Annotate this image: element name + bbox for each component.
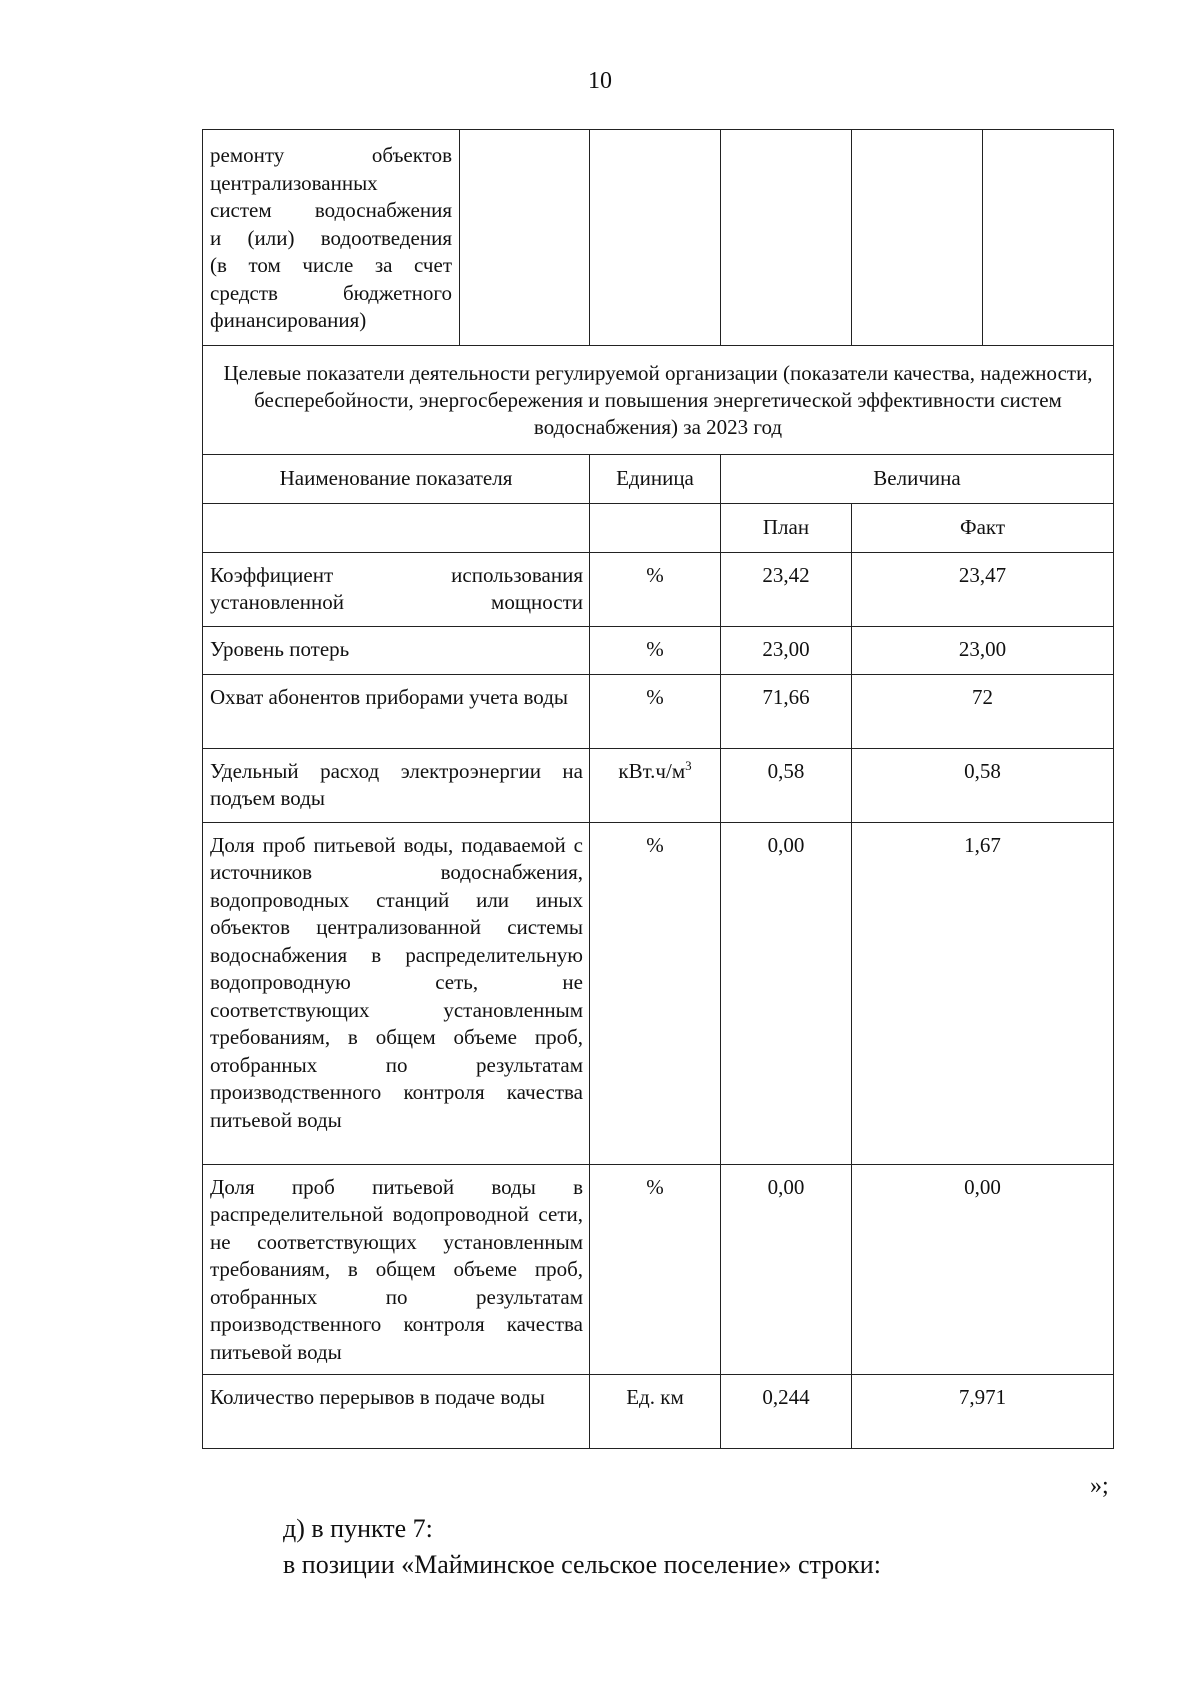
indicator-fact: 1,67 bbox=[852, 822, 1114, 1164]
empty-cell bbox=[721, 130, 852, 346]
header-value: Величина bbox=[721, 454, 1114, 503]
header-plan: План bbox=[721, 503, 852, 552]
indicator-name: Доля проб питьевой воды, подаваемой с источников водоснабжения, водопроводных станций или иных объектов централизованной системы водоснабжения в распределительную водопроводную сеть, не соответствующих установленным требованиям, в общем объеме проб, отобранных по результатам производственного контроля качества питьевой воды bbox=[203, 822, 590, 1164]
indicator-name: Удельный расход электроэнергии на подъем воды bbox=[203, 748, 590, 822]
table-row bbox=[203, 552, 1114, 626]
empty-cell bbox=[590, 130, 721, 346]
table-row bbox=[203, 822, 1114, 1164]
indicator-fact: 72 bbox=[852, 674, 1114, 748]
continuation-row bbox=[203, 130, 1114, 346]
indicator-plan: 0,58 bbox=[721, 748, 852, 822]
indicator-unit: $кВт.ч/м^3$ bbox=[590, 748, 721, 822]
continuation-line: (в том числе за счет bbox=[210, 253, 452, 277]
continuation-line: финансирования) bbox=[210, 308, 367, 332]
subheader-empty bbox=[203, 503, 590, 552]
indicator-plan: 23,00 bbox=[721, 626, 852, 674]
indicator-plan: 0,00 bbox=[721, 1164, 852, 1375]
indicator-unit: % bbox=[590, 674, 721, 748]
indicator-plan: 0,00 bbox=[721, 822, 852, 1164]
subheader-empty bbox=[590, 503, 721, 552]
indicator-unit: % bbox=[590, 1164, 721, 1375]
indicator-name: Охват абонентов приборами учета воды bbox=[203, 674, 590, 748]
indicator-fact: 23,00 bbox=[852, 626, 1114, 674]
section-heading-row bbox=[203, 345, 1114, 454]
empty-cell bbox=[852, 130, 983, 346]
header-unit: Единица bbox=[590, 454, 721, 503]
table-row bbox=[203, 1375, 1114, 1449]
paragraph-amendment: д) в пункте 7: bbox=[283, 1514, 433, 1543]
empty-cell bbox=[983, 130, 1114, 346]
indicator-plan: 23,42 bbox=[721, 552, 852, 626]
indicator-fact: 7,971 bbox=[852, 1375, 1114, 1449]
table-row bbox=[203, 674, 1114, 748]
indicator-plan: 71,66 bbox=[721, 674, 852, 748]
section-heading: Целевые показатели деятельности регулируемой организации (показатели качества, надежности, бесперебойности, энергосбережения и повышения энергетической эффективности систем водоснабжения) за 2023 год bbox=[203, 345, 1114, 454]
indicator-name: Коэффициент использования установленной мощности bbox=[203, 552, 590, 626]
indicator-plan: 0,244 bbox=[721, 1375, 852, 1449]
indicator-fact: 0,00 bbox=[852, 1164, 1114, 1375]
indicator-name: Доля проб питьевой воды в распределительной водопроводной сети, не соответствующих установленным требованиям, в общем объеме проб, отобранных по результатам производственного контроля качества питьевой воды bbox=[203, 1164, 590, 1375]
header-name: Наименование показателя bbox=[203, 454, 590, 503]
indicator-name: Количество перерывов в подаче воды bbox=[203, 1375, 590, 1449]
indicator-name: Уровень потерь bbox=[203, 626, 590, 674]
continuation-line: централизованных bbox=[210, 170, 378, 195]
continuation-text-cell bbox=[203, 130, 460, 346]
continuation-line: и (или) водоотведения bbox=[210, 225, 452, 250]
indicators-table bbox=[202, 129, 1114, 1449]
continuation-line: систем водоснабжения bbox=[210, 198, 452, 222]
header-fact: Факт bbox=[852, 503, 1114, 552]
table-row bbox=[203, 1164, 1114, 1375]
indicator-fact: 0,58 bbox=[852, 748, 1114, 822]
table-row bbox=[203, 626, 1114, 674]
indicator-unit: % bbox=[590, 822, 721, 1164]
indicator-unit: % bbox=[590, 552, 721, 626]
paragraph-position: в позиции «Майминское сельское поселение» строки: bbox=[283, 1550, 881, 1579]
header-row bbox=[203, 454, 1114, 503]
closing-quote: »; bbox=[1090, 1473, 1109, 1499]
indicator-unit: % bbox=[590, 626, 721, 674]
continuation-line: средств бюджетного bbox=[210, 280, 452, 305]
continuation-line: ремонту объектов bbox=[210, 143, 452, 167]
indicator-unit: Ед. км bbox=[590, 1375, 721, 1449]
table-row bbox=[203, 748, 1114, 822]
page-number: 10 bbox=[588, 68, 612, 94]
empty-cell bbox=[460, 130, 590, 346]
indicator-fact: 23,47 bbox=[852, 552, 1114, 626]
subheader-row bbox=[203, 503, 1114, 552]
